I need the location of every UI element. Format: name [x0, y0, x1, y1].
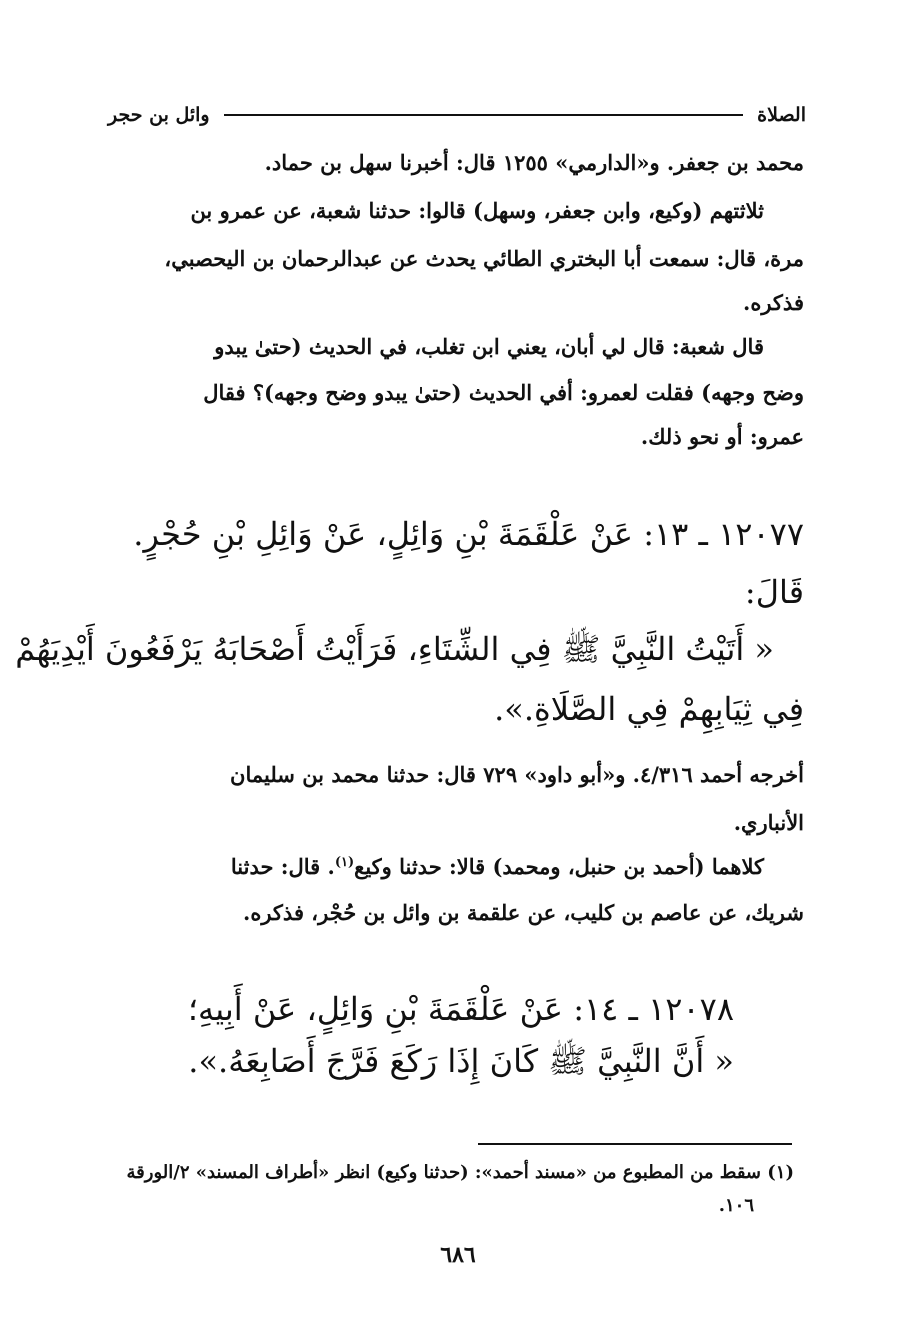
takhrij-line [104, 854, 804, 879]
hadith-qala: قَالَ: [744, 573, 804, 611]
takhrij-line: أخرجه أحمد ٤/٣١٦. و«أبو داود» ٧٢٩ قال: حدثنا محمد بن سليمان [230, 762, 804, 787]
footnote-marker[interactable]: (١) [334, 855, 355, 870]
footnote-rule [478, 1143, 792, 1145]
takhrij-line: الأنباري. [733, 810, 804, 835]
header-rule [224, 114, 744, 116]
header-section-title: وائل بن حجر [108, 104, 210, 126]
hadith-text-line: « أَتَيْتُ النَّبِيَّ ﷺ فِي الشِّتَاءِ، فَرَأَيْتُ أَصْحَابَهُ يَرْفَعُونَ أَيْدِيَهُمْ [15, 630, 774, 668]
hadith-text-line: فِي ثِيَابِهِمْ فِي الصَّلَاةِ.». [494, 690, 804, 728]
header-chapter-title: الصلاة [757, 104, 806, 126]
hadith-heading: ١٢٠٧٨ ـ ١٤: عَنْ عَلْقَمَةَ بْنِ وَائِلٍ، عَنْ أَبِيهِ؛ [187, 990, 734, 1028]
paragraph-line: وضح وجهه) فقلت لعمرو: أفي الحديث (حتىٰ يبدو وضح وجهه)؟ فقال [203, 380, 804, 405]
running-header [108, 98, 806, 132]
paragraph-line: فذكره. [743, 290, 804, 315]
footnote-1 [104, 1162, 794, 1216]
takhrij-line: شريك، عن عاصم بن كليب، عن علقمة بن وائل بن حُجْر، فذكره. [243, 900, 804, 925]
takhrij-text: . قال: حدثنا [230, 854, 335, 879]
page-number: ٦٨٦ [440, 1242, 476, 1268]
paragraph-line: مرة، قال: سمعت أبا البختري الطائي يحدث عن عبدالرحمان بن اليحصبي، [164, 246, 804, 271]
paragraph-line: عمرو: أو نحو ذلك. [640, 424, 804, 449]
paragraph-line: محمد بن جعفر. و«الدارمي» ١٢٥٥ قال: أخبرنا سهل بن حماد. [264, 150, 804, 175]
footnote-line: (١) سقط من المطبوع من «مسند أحمد»: (حدثنا وكيع) انظر «أطراف المسند» ٢/الورقة [126, 1162, 794, 1183]
paragraph-line: ثلاثتهم (وكيع، وابن جعفر، وسهل) قالوا: حدثنا شعبة، عن عمرو بن [190, 198, 764, 223]
paragraph-line: قال شعبة: قال لي أبان، يعني ابن تغلب، في الحديث (حتىٰ يبدو [214, 334, 764, 359]
footnote-line: ١٠٦. [718, 1195, 754, 1216]
takhrij-text: كلاهما (أحمد بن حنبل، ومحمد) قالا: حدثنا وكيع [354, 854, 764, 879]
hadith-text-line: « أَنَّ النَّبِيَّ ﷺ كَانَ إِذَا رَكَعَ فَرَّجَ أَصَابِعَهُ.». [188, 1042, 734, 1080]
hadith-heading: ١٢٠٧٧ ـ ١٣: عَنْ عَلْقَمَةَ بْنِ وَائِلٍ، عَنْ وَائِلِ بْنِ حُجْرٍ. [133, 515, 804, 553]
